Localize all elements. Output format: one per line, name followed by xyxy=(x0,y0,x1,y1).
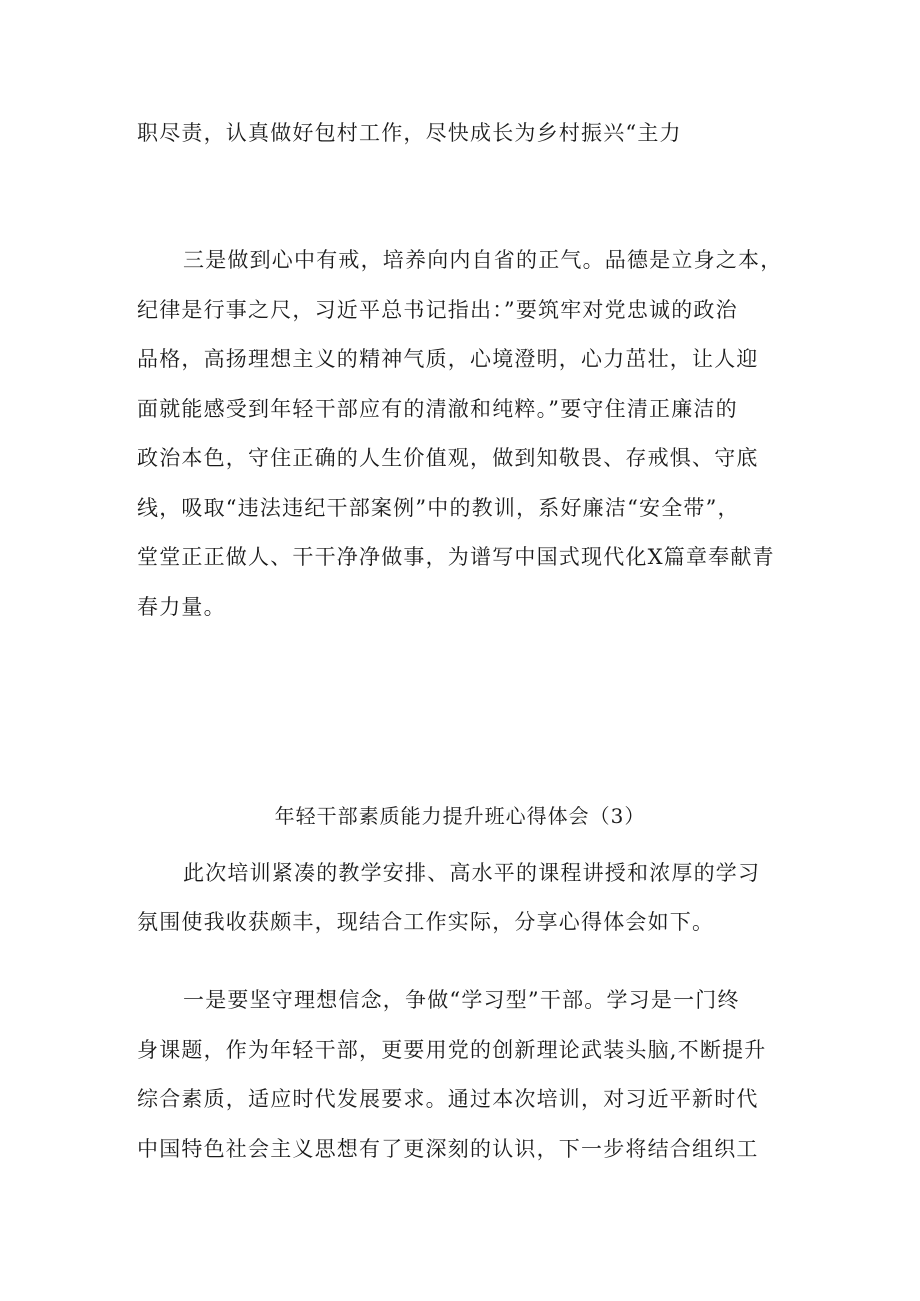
intro-line-2: 氛围使我收获颇丰，现结合工作实际，分享心得体会如下。 xyxy=(137,910,715,934)
article-title: 年轻干部素质能力提升班心得体会（3） xyxy=(274,804,646,828)
intro-line-1: 此次培训紧凑的教学安排、高水平的课程讲授和浓厚的学习 xyxy=(183,861,761,885)
paragraph-fragment-line-1: 职尽责，认真做好包村工作，尽快成长为乡村振兴“主力 xyxy=(137,121,682,145)
paragraph-three-line-4: 面就能感受到年轻干部应有的清澈和纯粹。”要守住清正廉洁的 xyxy=(137,397,738,421)
point-one-line-1: 一是要坚守理想信念，争做“学习型”干部。学习是一门终 xyxy=(183,988,740,1012)
paragraph-three-line-2: 纪律是行事之尺，习近平总书记指出：”要筑牢对党忠诚的政治 xyxy=(137,298,738,322)
paragraph-three-line-7: 堂堂正正做人、干干净净做事，为谱写中国式现代化X篇章奉献青 xyxy=(137,545,775,569)
paragraph-three-line-6: 线，吸取“违法违纪干部案例”中的教训，系好廉洁“安全带”， xyxy=(137,496,740,520)
point-one-line-4: 中国特色社会主义思想有了更深刻的认识，下一步将结合组织工 xyxy=(137,1137,759,1161)
paragraph-three-line-5: 政治本色，守住正确的人生价值观，做到知敬畏、存戒惧、守底 xyxy=(137,446,759,470)
paragraph-three-line-1: 三是做到心中有戒，培养向内自省的正气。品德是立身之本， xyxy=(183,248,783,272)
point-one-line-3: 综合素质，适应时代发展要求。通过本次培训，对习近平新时代 xyxy=(137,1087,759,1111)
paragraph-three-line-3: 品格，高扬理想主义的精神气质，心境澄明，心力茁壮，让人迎 xyxy=(137,347,759,371)
paragraph-three-line-8: 春力量。 xyxy=(137,595,226,619)
point-one-line-2: 身课题，作为年轻干部，更要用党的创新理论武装头脑,不断提升 xyxy=(137,1038,767,1062)
